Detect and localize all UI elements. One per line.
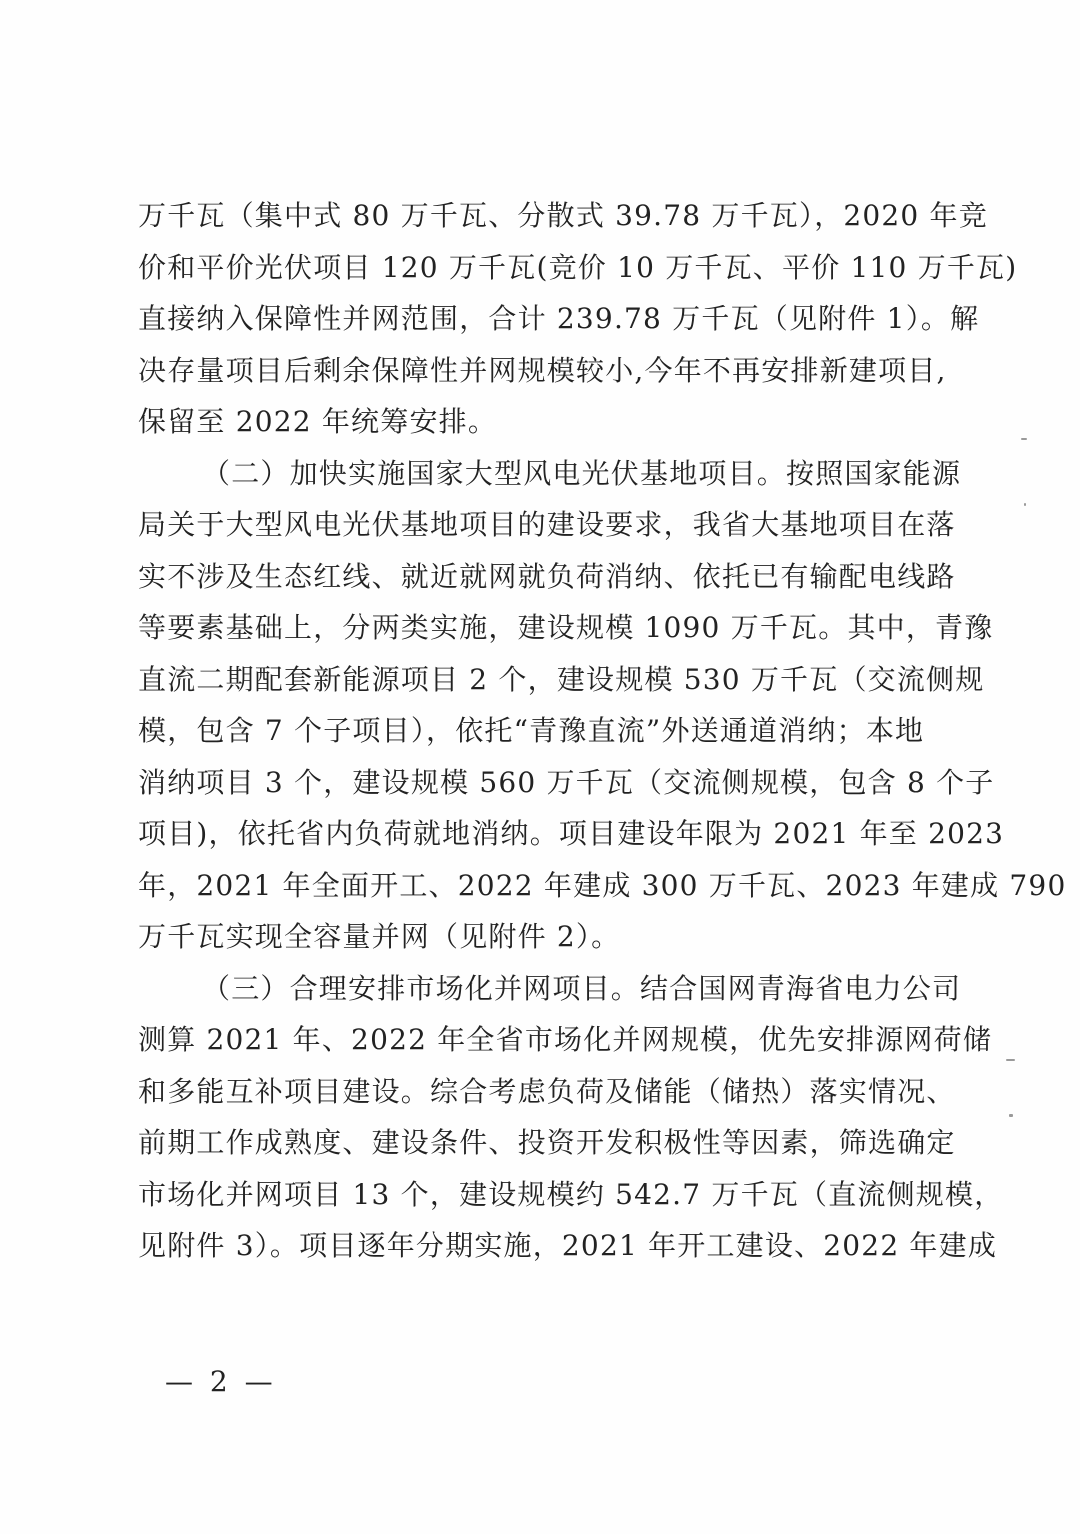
scan-speck	[1006, 1059, 1015, 1061]
text-line: 年，2021 年全面开工、2022 年建成 300 万千瓦、2023 年建成 790	[138, 868, 1067, 902]
text-line: 前期工作成熟度、建设条件、投资开发积极性等因素，筛选确定	[138, 1126, 956, 1159]
text-line: （三）合理安排市场化并网项目。结合国网青海省电力公司	[202, 971, 962, 1005]
text-line: 项目)，依托省内负荷就地消纳。项目建设年限为 2021 年至 2023	[138, 817, 1005, 850]
text-line: 等要素基础上，分两类实施，建设规模 1090 万千瓦。其中，青豫	[138, 611, 994, 644]
text-line: （二）加快实施国家大型风电光伏基地项目。按照国家能源	[202, 456, 962, 490]
text-line: 实不涉及生态红线、就近就网就负荷消纳、依托已有输配电线路	[138, 559, 956, 593]
scan-speck	[1009, 1114, 1013, 1117]
text-line: 测算 2021 年、2022 年全省市场化并网规模，优先安排源网荷储	[138, 1023, 993, 1056]
text-line: 万千瓦实现全容量并网（见附件 2）。	[138, 920, 621, 953]
text-line: 和多能互补项目建设。综合考虑负荷及储能（储热）落实情况、	[138, 1074, 956, 1108]
text-line: 市场化并网项目 13 个，建设规模约 542.7 万千瓦（直流侧规模，	[138, 1177, 1004, 1211]
text-line: 万千瓦（集中式 80 万千瓦、分散式 39.78 万千瓦），2020 年竞	[138, 199, 988, 232]
text-line: 直流二期配套新能源项目 2 个，建设规模 530 万千瓦（交流侧规	[138, 662, 985, 696]
text-line: 见附件 3）。项目逐年分期实施，2021 年开工建设、2022 年建成	[138, 1229, 998, 1262]
text-line: 价和平价光伏项目 120 万千瓦(竞价 10 万千瓦、平价 110 万千瓦)	[138, 250, 1018, 284]
page-number: — 2 —	[165, 1365, 277, 1398]
text-line: 决存量项目后剩余保障性并网规模较小,今年不再安排新建项目,	[138, 353, 947, 387]
scan-speck	[1021, 438, 1027, 440]
text-line: 局关于大型风电光伏基地项目的建设要求，我省大基地项目在落	[138, 508, 956, 541]
text-line: 消纳项目 3 个，建设规模 560 万千瓦（交流侧规模，包含 8 个子	[138, 765, 995, 799]
text-line: 直接纳入保障性并网范围，合计 239.78 万千瓦（见附件 1）。解	[138, 302, 980, 335]
text-line: 保留至 2022 年统筹安排。	[138, 405, 498, 438]
scan-speck	[1024, 503, 1026, 506]
body-text	[138, 190, 1067, 1272]
text-line: 模，包含 7 个子项目），依托“青豫直流”外送通道消纳；本地	[138, 714, 925, 747]
